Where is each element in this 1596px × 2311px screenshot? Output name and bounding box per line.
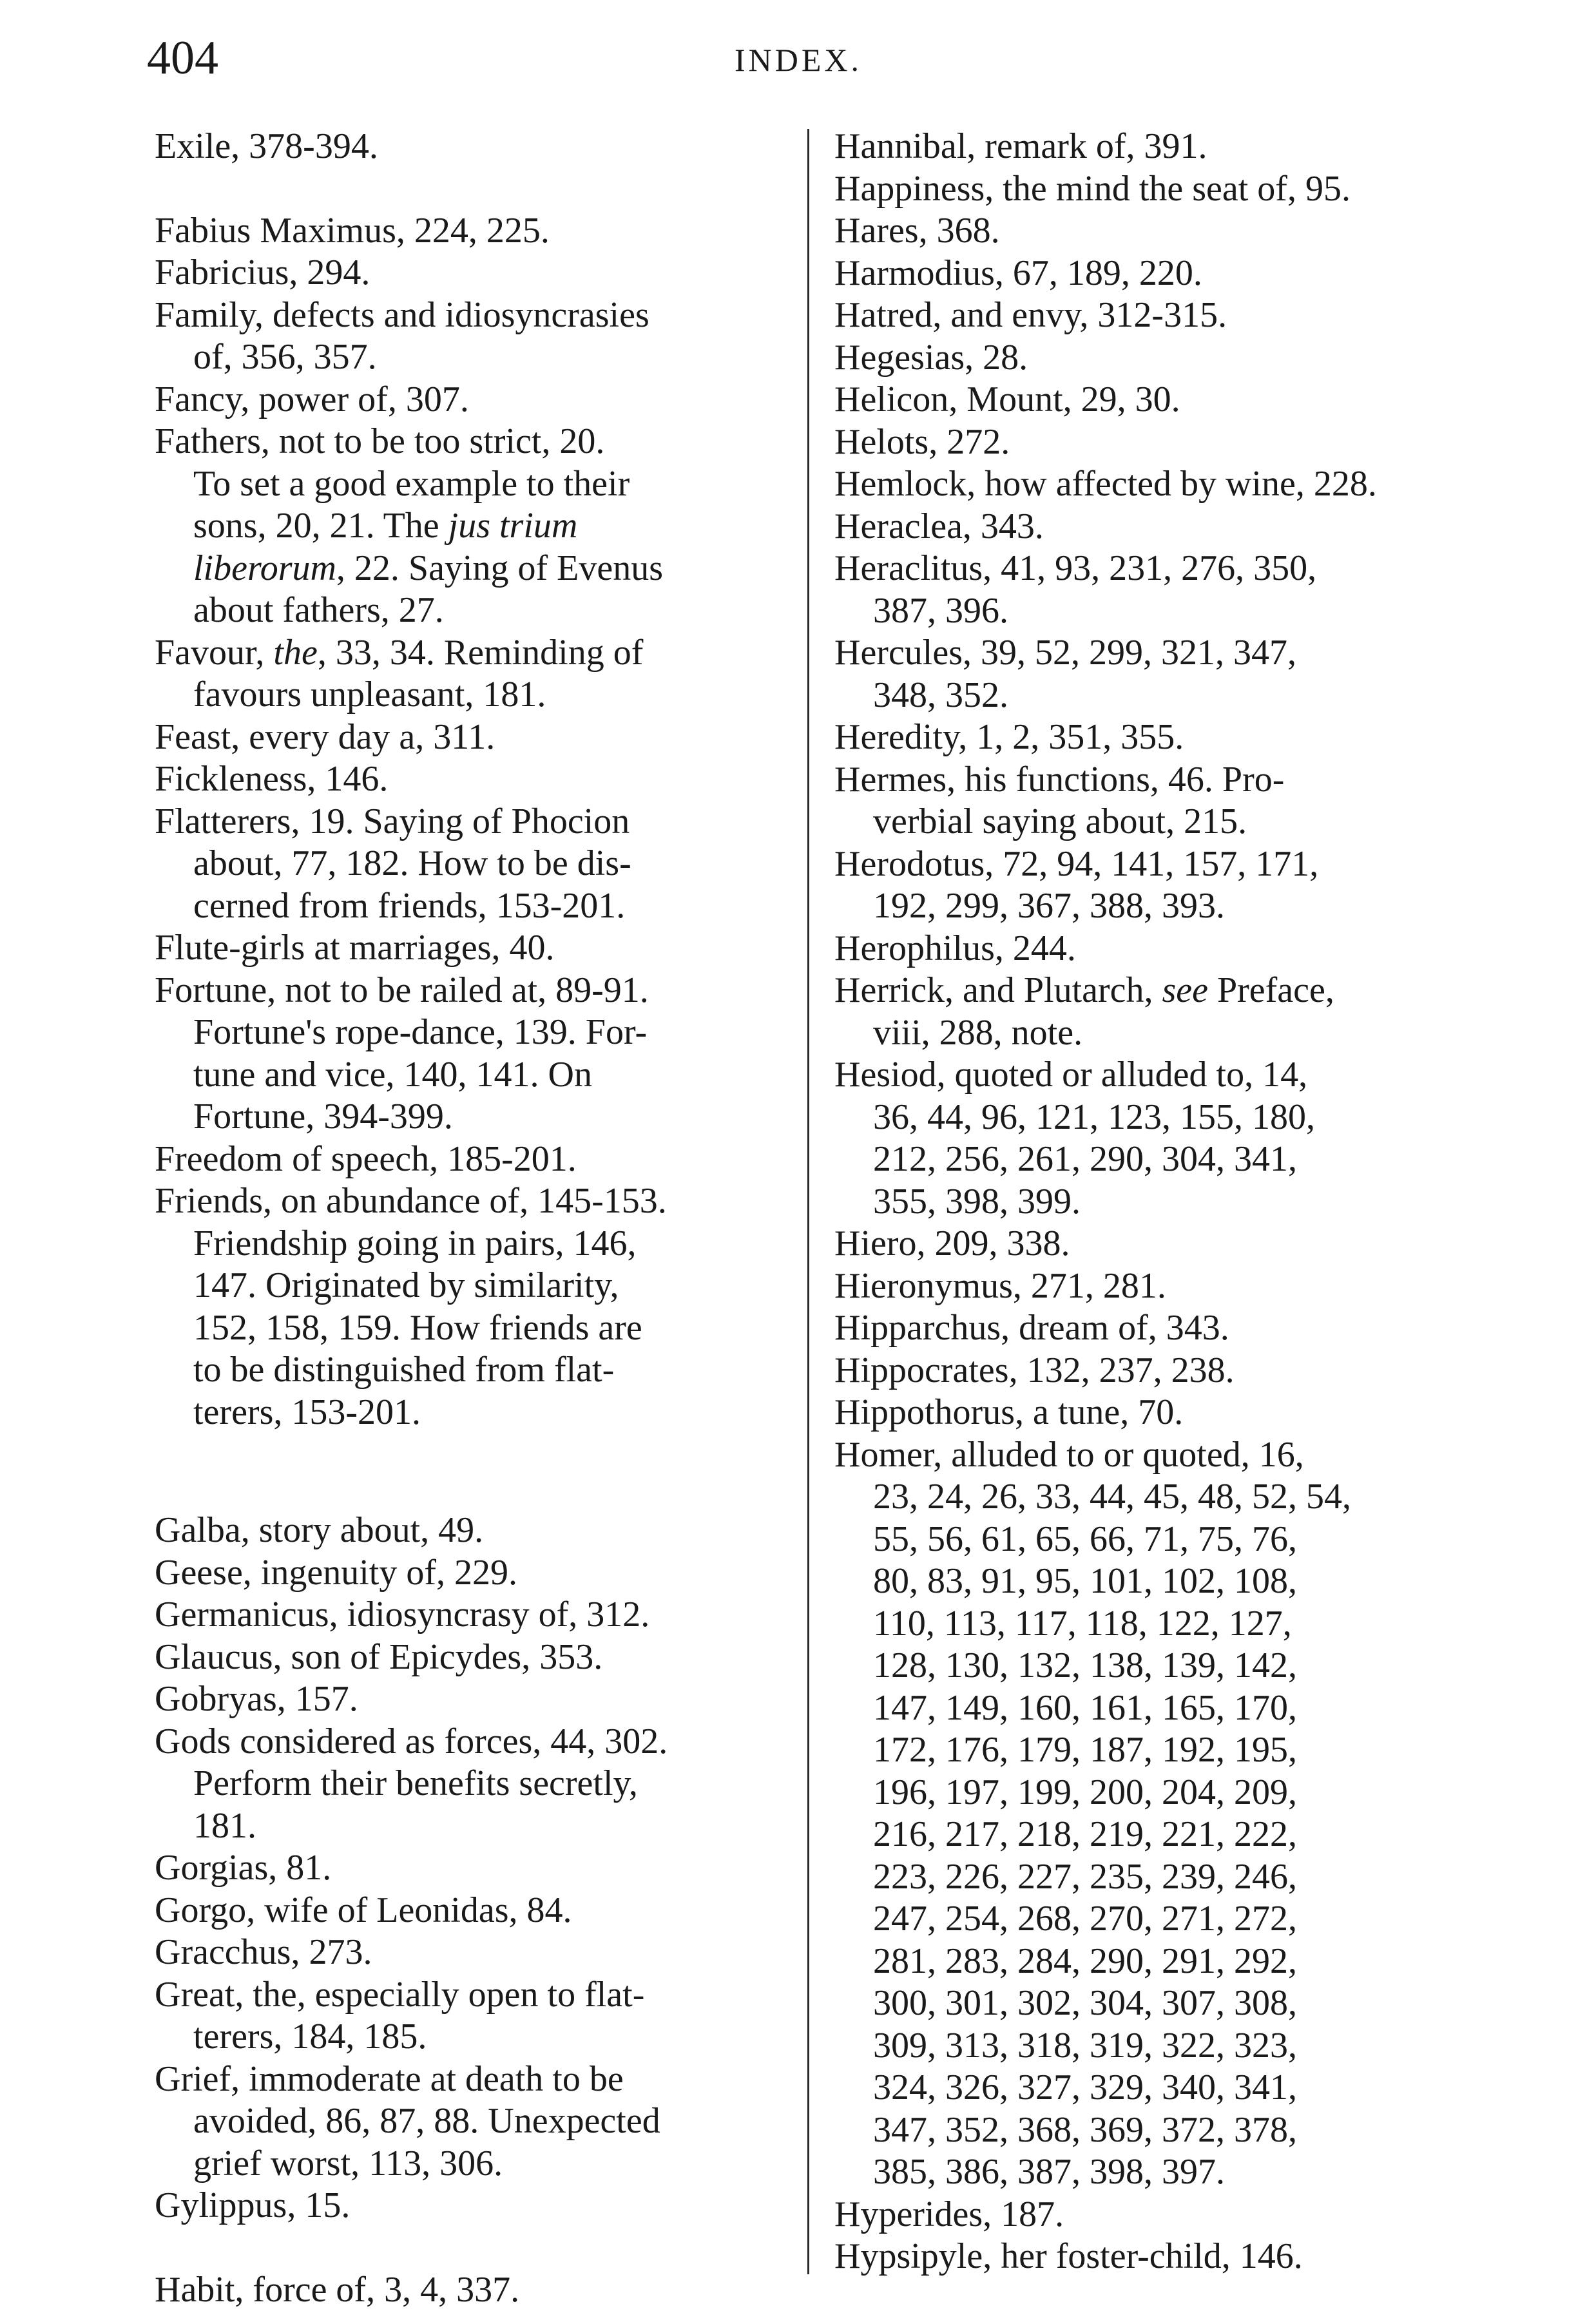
index-entry (155, 970, 786, 1138)
index-entry-heading-line: Family, defects and idiosyncrasies (155, 294, 786, 337)
index-entry-continuation-line: 172, 176, 179, 187, 192, 195, (834, 1729, 1466, 1772)
index-entry (155, 801, 786, 928)
entry-spacer (155, 2227, 786, 2269)
index-entry-continuation-line: 128, 130, 132, 138, 139, 142, (834, 1645, 1466, 1687)
index-entry-heading-line: Hatred, and envy, 312-315. (834, 294, 1466, 337)
index-column-left (155, 126, 786, 2311)
index-entry (834, 970, 1466, 1054)
index-entry-continuation-line: 324, 326, 327, 329, 340, 341, (834, 2067, 1466, 2109)
index-entry (155, 1932, 786, 1974)
index-entry-heading-line: Harmodius, 67, 189, 220. (834, 253, 1466, 295)
index-entry-continuation-line: Fortune, 394-399. (155, 1096, 786, 1138)
index-entry-continuation-line: 355, 398, 399. (834, 1181, 1466, 1223)
index-entry-heading-line: Feast, every day a, 311. (155, 716, 786, 759)
index-entry-continuation-line: to be distinguished from flat- (155, 1349, 786, 1392)
index-entry-heading-line: Fickleness, 146. (155, 758, 786, 801)
index-entry (834, 1307, 1466, 1350)
index-entry (155, 1847, 786, 1890)
index-entry (155, 758, 786, 801)
index-entry-heading-line: Hieronymus, 271, 281. (834, 1265, 1466, 1308)
index-entry (834, 1223, 1466, 1265)
index-entry-continuation-line: 36, 44, 96, 121, 123, 155, 180, (834, 1097, 1466, 1139)
entry-spacer (155, 168, 786, 210)
index-entry (155, 927, 786, 970)
index-entry (834, 168, 1466, 211)
index-entry (834, 1350, 1466, 1392)
index-entry (834, 379, 1466, 421)
index-entry-continuation-line: avoided, 86, 87, 88. Unexpected (155, 2100, 786, 2143)
index-entry (834, 294, 1466, 337)
index-entry (155, 1510, 786, 1552)
index-entry (155, 379, 786, 421)
index-entry-continuation-line: favours unpleasant, 181. (155, 674, 786, 716)
index-entry-continuation-line: 347, 352, 368, 369, 372, 378, (834, 2109, 1466, 2152)
index-entry-continuation-line: 223, 226, 227, 235, 239, 246, (834, 1856, 1466, 1899)
index-entry (834, 2194, 1466, 2236)
index-entry-heading-line: Hermes, his functions, 46. Pro- (834, 759, 1466, 801)
index-entry-continuation-line: of, 356, 357. (155, 336, 786, 379)
index-entry (155, 1180, 786, 1434)
index-entry (834, 2236, 1466, 2278)
index-entry (834, 1265, 1466, 1308)
index-entry (155, 1138, 786, 1181)
index-entry-heading-line: Flatterers, 19. Saying of Phocion (155, 801, 786, 843)
index-entry-continuation-line: Perform their benefits secretly, (155, 1763, 786, 1805)
index-entry-continuation-line: 216, 217, 218, 219, 221, 222, (834, 1814, 1466, 1856)
index-entry-continuation-line: grief worst, 113, 306. (155, 2143, 786, 2185)
index-entry (834, 759, 1466, 843)
index-entry (155, 421, 786, 632)
index-entry (155, 1552, 786, 1595)
index-entry-continuation-line: To set a good example to their (155, 463, 786, 506)
index-entry-continuation-line: 55, 56, 61, 65, 66, 71, 75, 76, (834, 1519, 1466, 1561)
index-entry (834, 843, 1466, 928)
index-entry-continuation-line: 247, 254, 268, 270, 271, 272, (834, 1898, 1466, 1941)
index-entry-heading-line: Freedom of speech, 185-201. (155, 1138, 786, 1181)
index-entry-continuation-line: tune and vice, 140, 141. On (155, 1054, 786, 1097)
index-entry-heading-line: Hiero, 209, 338. (834, 1223, 1466, 1265)
index-entry-continuation-line: viii, 288, note. (834, 1012, 1466, 1055)
index-entry (155, 632, 786, 716)
index-entry-heading-line: Hippothorus, a tune, 70. (834, 1392, 1466, 1434)
index-entry-heading-line: Fabius Maximus, 224, 225. (155, 210, 786, 253)
index-entry-continuation-line: 23, 24, 26, 33, 44, 45, 48, 52, 54, (834, 1476, 1466, 1519)
index-entry-continuation-line: 147. Originated by similarity, (155, 1265, 786, 1307)
index-entry-continuation-line: 147, 149, 160, 161, 165, 170, (834, 1687, 1466, 1730)
index-entry-continuation-line: Friendship going in pairs, 146, (155, 1223, 786, 1265)
index-entry-heading-line: Herodotus, 72, 94, 141, 157, 171, (834, 843, 1466, 886)
index-entry-heading-line: Heredity, 1, 2, 351, 355. (834, 716, 1466, 759)
index-entry-heading-line: Fathers, not to be too strict, 20. (155, 421, 786, 463)
index-entry-heading-line: Gobryas, 157. (155, 1678, 786, 1721)
index-entry (834, 506, 1466, 548)
index-entry-continuation-line: 80, 83, 91, 95, 101, 102, 108, (834, 1560, 1466, 1603)
index-entry-heading-line: Hemlock, how affected by wine, 228. (834, 463, 1466, 506)
letter-section-spacer (155, 1434, 786, 1510)
index-entry-heading-line: Gorgo, wife of Leonidas, 84. (155, 1890, 786, 1932)
index-entry-heading-line: Herophilus, 244. (834, 928, 1466, 970)
index-entry (834, 421, 1466, 464)
index-entry (834, 210, 1466, 253)
index-entry-heading-line: Hyperides, 187. (834, 2194, 1466, 2236)
index-entry-continuation-line: verbial saying about, 215. (834, 801, 1466, 843)
index-entry (834, 126, 1466, 168)
index-entry-continuation-line: terers, 184, 185. (155, 2016, 786, 2058)
index-entry (155, 716, 786, 759)
index-entry-heading-line: Happiness, the mind the seat of, 95. (834, 168, 1466, 211)
index-entry-continuation-line: 348, 352. (834, 675, 1466, 717)
index-entry-continuation-line: 387, 396. (834, 590, 1466, 633)
index-entry-heading-line: Fortune, not to be railed at, 89-91. (155, 970, 786, 1012)
index-entry-continuation-line: 196, 197, 199, 200, 204, 209, (834, 1772, 1466, 1814)
index-entry-continuation-line: about, 77, 182. How to be dis- (155, 843, 786, 885)
index-entry-heading-line: Hercules, 39, 52, 299, 321, 347, (834, 632, 1466, 675)
index-entry-heading-line: Hannibal, remark of, 391. (834, 126, 1466, 168)
running-title: INDEX. (735, 41, 862, 79)
index-entry-heading-line: Favour, the, 33, 34. Reminding of (155, 632, 786, 675)
index-entry (155, 252, 786, 294)
index-entry (155, 2058, 786, 2185)
index-entry-continuation-line: liberorum, 22. Saying of Evenus (155, 548, 786, 590)
index-entry-continuation-line: 385, 386, 387, 398, 397. (834, 2151, 1466, 2194)
index-entry-heading-line: Hares, 368. (834, 210, 1466, 253)
index-entry (834, 253, 1466, 295)
index-entry-heading-line: Homer, alluded to or quoted, 16, (834, 1434, 1466, 1477)
index-entry-heading-line: Gracchus, 273. (155, 1932, 786, 1974)
index-entry-continuation-line: 192, 299, 367, 388, 393. (834, 885, 1466, 928)
index-entry (834, 716, 1466, 759)
index-entry-continuation-line: 309, 313, 318, 319, 322, 323, (834, 2025, 1466, 2067)
index-entry (155, 2269, 786, 2311)
index-entry-heading-line: Hesiod, quoted or alluded to, 14, (834, 1054, 1466, 1097)
index-entry (834, 463, 1466, 506)
index-entry-heading-line: Herrick, and Plutarch, see Preface, (834, 970, 1466, 1012)
index-entry-heading-line: Fancy, power of, 307. (155, 379, 786, 421)
index-entry (155, 1678, 786, 1721)
index-entry-heading-line: Great, the, especially open to flat- (155, 1974, 786, 2017)
index-entry-heading-line: Geese, ingenuity of, 229. (155, 1552, 786, 1595)
index-entry (834, 548, 1466, 632)
index-entry-heading-line: Heraclitus, 41, 93, 231, 276, 350, (834, 548, 1466, 590)
index-entry-heading-line: Hipparchus, dream of, 343. (834, 1307, 1466, 1350)
index-entry (834, 1434, 1466, 2194)
index-entry (155, 1890, 786, 1932)
index-entry-heading-line: Gods considered as forces, 44, 302. (155, 1721, 786, 1763)
index-entry-continuation-line: sons, 20, 21. The jus trium (155, 505, 786, 548)
index-entry-heading-line: Fabricius, 294. (155, 252, 786, 294)
index-entry (155, 294, 786, 379)
index-entry (155, 1974, 786, 2058)
index-entry-heading-line: Hippocrates, 132, 237, 238. (834, 1350, 1466, 1392)
index-entry-heading-line: Habit, force of, 3, 4, 337. (155, 2269, 786, 2311)
index-entry-heading-line: Exile, 378-394. (155, 126, 786, 168)
index-entry-heading-line: Hegesias, 28. (834, 337, 1466, 379)
index-entry-heading-line: Galba, story about, 49. (155, 1510, 786, 1552)
index-entry-heading-line: Hypsipyle, her foster-child, 146. (834, 2236, 1466, 2278)
index-column-right (834, 126, 1466, 2278)
index-entry-continuation-line: 212, 256, 261, 290, 304, 341, (834, 1138, 1466, 1181)
index-entry-heading-line: Gorgias, 81. (155, 1847, 786, 1890)
index-entry (834, 1054, 1466, 1223)
index-entry (155, 2185, 786, 2227)
index-entry-continuation-line: 152, 158, 159. How friends are (155, 1307, 786, 1350)
index-entry (155, 126, 786, 168)
index-entry-continuation-line: terers, 153-201. (155, 1392, 786, 1434)
page-number: 404 (147, 31, 218, 86)
index-entry (834, 928, 1466, 970)
index-entry-heading-line: Heraclea, 343. (834, 506, 1466, 548)
index-entry (155, 1721, 786, 1848)
column-divider (807, 129, 809, 2274)
index-entry-continuation-line: about fathers, 27. (155, 590, 786, 632)
index-entry-continuation-line: 300, 301, 302, 304, 307, 308, (834, 1982, 1466, 2025)
index-entry-heading-line: Gylippus, 15. (155, 2185, 786, 2227)
index-entry-heading-line: Friends, on abundance of, 145-153. (155, 1180, 786, 1223)
index-entry-continuation-line: Fortune's rope-dance, 139. For- (155, 1012, 786, 1054)
index-entry-continuation-line: 281, 283, 284, 290, 291, 292, (834, 1941, 1466, 1983)
index-entry (155, 1594, 786, 1636)
index-entry-heading-line: Helots, 272. (834, 421, 1466, 464)
index-entry-continuation-line: 181. (155, 1805, 786, 1848)
index-entry-heading-line: Glaucus, son of Epicydes, 353. (155, 1636, 786, 1679)
index-entry (834, 337, 1466, 379)
index-entry (834, 1392, 1466, 1434)
index-entry-continuation-line: 110, 113, 117, 118, 122, 127, (834, 1603, 1466, 1645)
index-entry (834, 632, 1466, 716)
index-entry-heading-line: Helicon, Mount, 29, 30. (834, 379, 1466, 421)
index-entry (155, 210, 786, 253)
index-entry-heading-line: Grief, immoderate at death to be (155, 2058, 786, 2101)
index-entry (155, 1636, 786, 1679)
index-entry-continuation-line: cerned from friends, 153-201. (155, 885, 786, 928)
index-entry-heading-line: Germanicus, idiosyncrasy of, 312. (155, 1594, 786, 1636)
index-entry-heading-line: Flute-girls at marriages, 40. (155, 927, 786, 970)
page-header (0, 26, 1596, 97)
